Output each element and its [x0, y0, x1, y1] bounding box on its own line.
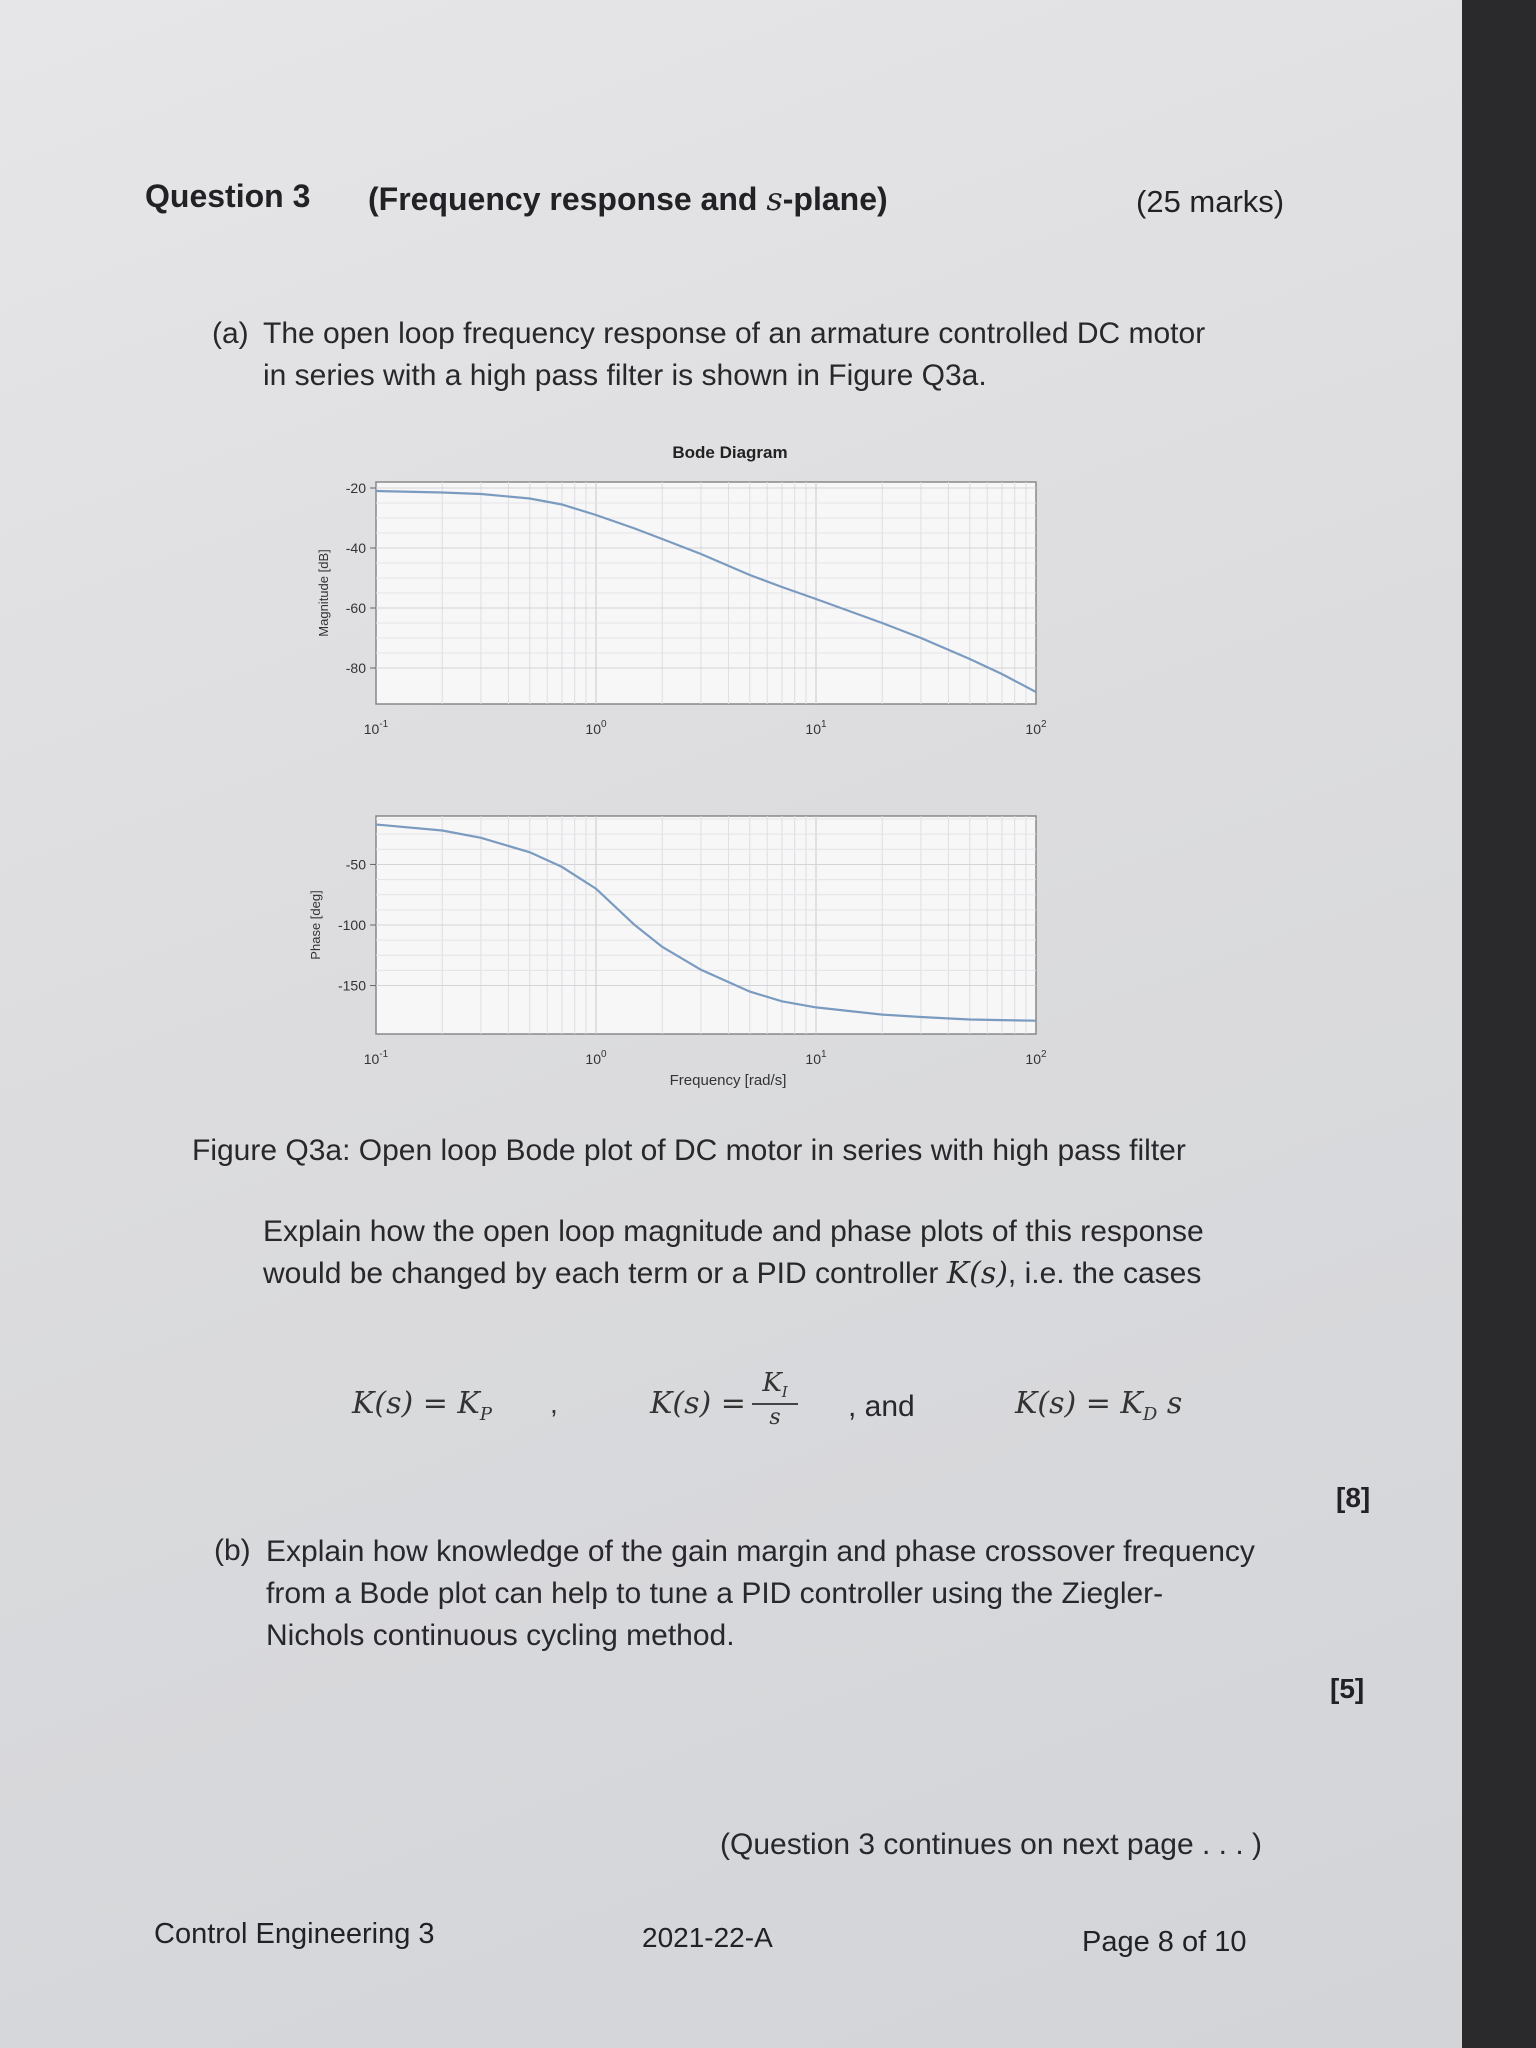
magnitude-xtick-base: 10: [363, 721, 380, 737]
magnitude-xtick-label: [585, 719, 607, 737]
magnitude-xtick-base: 10: [805, 721, 822, 737]
part-a-label: (a): [212, 317, 249, 350]
explain-line2-post: , i.e. the cases: [1007, 1257, 1202, 1290]
magnitude-xtick-label: [364, 719, 389, 737]
case-separator-comma: ,: [550, 1388, 558, 1419]
part-b-line2: from a Bode plot can help to tune a PID controller using the Ziegler-: [266, 1577, 1164, 1610]
magnitude-xtick-label: [805, 719, 827, 737]
bode-diagram: [290, 430, 1110, 1110]
phase-ytick-label: -150: [337, 977, 366, 994]
magnitude-xtick-base: 10: [1025, 721, 1042, 737]
footer-page: Page 8 of 10: [1082, 1926, 1247, 1958]
case3-sub: D: [1142, 1404, 1158, 1425]
footer-code: 2021-22-A: [642, 1922, 773, 1953]
part-b-marks: [5]: [1330, 1673, 1365, 1704]
question-marks: (25 marks): [1136, 184, 1285, 219]
part-b-line1: Explain how knowledge of the gain margin and phase crossover frequency: [266, 1535, 1255, 1568]
phase-ylabel: Phase [deg]: [308, 890, 323, 960]
magnitude-xtick-exp: 1: [821, 719, 827, 730]
magnitude-ytick-label: -40: [345, 540, 366, 556]
phase-ytick-label: -100: [337, 917, 366, 933]
case2-num-sub: I: [781, 1383, 788, 1402]
case-proportional: [352, 1386, 492, 1425]
question-title-post: -plane): [782, 181, 888, 217]
magnitude-ytick-label: -80: [345, 660, 366, 676]
phase-xtick-base: 10: [363, 1051, 380, 1067]
magnitude-xtick-exp: 0: [601, 719, 607, 730]
case2-denominator: s: [769, 1405, 781, 1431]
case2-lhs: K(s) =: [650, 1386, 746, 1421]
magnitude-ytick-label: -60: [345, 600, 366, 616]
part-b-line3: Nichols continuous cycling method.: [266, 1619, 735, 1652]
part-a-marks: [8]: [1336, 1482, 1371, 1513]
part-a-line2: in series with a high pass filter is shown in Figure Q3a.: [263, 359, 987, 392]
phase-xtick-exp: 0: [601, 1049, 607, 1060]
phase-xtick-label: [805, 1049, 827, 1067]
phase-xtick-exp: 1: [821, 1049, 827, 1060]
case3-lhs: K(s) = K: [1015, 1386, 1143, 1421]
phase-xtick-exp: -1: [379, 1049, 389, 1060]
explain-line2-math: K(s): [946, 1256, 1008, 1291]
magnitude-ylabel: Magnitude [dB]: [316, 549, 331, 637]
magnitude-y-ticks: [346, 480, 376, 676]
phase-xtick-base: 10: [805, 1051, 822, 1067]
case1-sub: P: [479, 1404, 492, 1425]
case-derivative: [1015, 1386, 1182, 1425]
case-integral-fraction: [752, 1368, 798, 1430]
magnitude-xtick-base: 10: [585, 721, 602, 737]
question-title-var: s: [766, 180, 783, 218]
case3-tail: s: [1157, 1386, 1183, 1421]
case-and-text: , and: [848, 1390, 915, 1423]
footer-course: Control Engineering 3: [154, 1918, 435, 1950]
phase-xtick-base: 10: [1025, 1051, 1042, 1067]
phase-y-ticks: [338, 856, 376, 993]
phase-xtick-label: [364, 1049, 389, 1067]
phase-xtick-label: [585, 1049, 607, 1067]
question-title: [368, 180, 888, 218]
explain-line1: Explain how the open loop magnitude and phase plots of this response: [263, 1215, 1204, 1248]
phase-xtick-label: [1025, 1049, 1047, 1067]
chart-xlabel: Frequency [rad/s]: [669, 1072, 787, 1089]
explain-line2: [263, 1252, 1201, 1295]
question-title-pre: (Frequency response and: [368, 181, 767, 217]
explain-line2-pre: would be changed by each term or a PID controller: [263, 1257, 947, 1290]
magnitude-xtick-label: [1025, 719, 1047, 737]
part-a-line1: The open loop frequency response of an armature controlled DC motor: [263, 317, 1206, 350]
magnitude-x-ticks: [364, 719, 1047, 737]
chart-title: Bode Diagram: [672, 443, 788, 462]
phase-x-ticks: [364, 1049, 1047, 1067]
case2-numerator: [752, 1368, 798, 1401]
case2-num: K: [762, 1368, 782, 1398]
magnitude-xtick-exp: -1: [379, 719, 389, 730]
figure-caption: Figure Q3a: Open loop Bode plot of DC motor in series with high pass filter: [192, 1134, 1186, 1167]
case1-lhs: K(s) = K: [352, 1386, 480, 1421]
phase-ytick-label: -50: [345, 856, 366, 873]
part-b-label: (b): [214, 1534, 251, 1567]
question-number: Question 3: [145, 178, 311, 214]
magnitude-xtick-exp: 2: [1041, 719, 1047, 730]
phase-xtick-exp: 2: [1041, 1049, 1047, 1060]
continues-note: (Question 3 continues on next page . . . ): [720, 1828, 1262, 1861]
phase-xtick-base: 10: [585, 1051, 602, 1067]
magnitude-ytick-label: -20: [345, 480, 366, 496]
